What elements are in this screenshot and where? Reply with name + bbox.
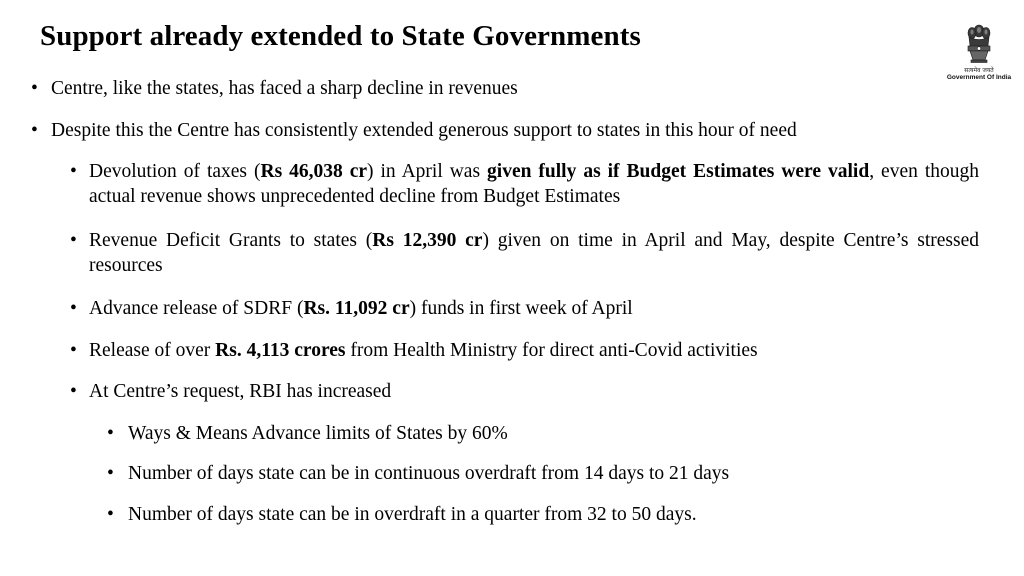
bullet-icon: • <box>70 161 77 182</box>
bullet-text: Number of days state can be in continuous overdraft from 14 days to 21 days <box>128 463 730 484</box>
government-emblem <box>946 22 1012 92</box>
bullet-icon: • <box>107 423 114 444</box>
bullet-text: Devolution of taxes (Rs 46,038 cr) in April was given fully as if Budget Estimates were valid, even though actual revenue shows unprecedented decline from Budget Estimates <box>89 161 979 207</box>
bullet-text: At Centre’s request, RBI has increased <box>89 381 392 402</box>
bullet-text: Ways & Means Advance limits of States by 60% <box>128 423 508 444</box>
state-emblem-of-india-icon <box>964 22 994 66</box>
bullet-text: Release of over Rs. 4,113 crores from Health Ministry for direct anti-Covid activities <box>89 340 758 361</box>
bullet-icon: • <box>31 78 38 99</box>
bullet-icon: • <box>107 463 114 484</box>
slide-title: Support already extended to State Governments <box>40 20 641 52</box>
bullet-text: Revenue Deficit Grants to states (Rs 12,390 cr) given on time in April and May, despite Centre’s stressed resources <box>89 230 979 276</box>
bullet-text: Centre, like the states, has faced a sharp decline in revenues <box>51 78 518 99</box>
bullet-icon: • <box>70 230 77 251</box>
bullet-text: Advance release of SDRF (Rs. 11,092 cr) funds in first week of April <box>89 298 633 319</box>
bullet-icon: • <box>70 340 77 361</box>
bullet-icon: • <box>70 298 77 319</box>
bullet-icon: • <box>107 504 114 525</box>
bullet-icon: • <box>31 120 38 141</box>
bullet-icon: • <box>70 381 77 402</box>
bullet-text: Despite this the Centre has consistently extended generous support to states in this hour of need <box>51 120 797 141</box>
emblem-caption: Government Of India <box>946 74 1012 81</box>
emblem-motto: सत्यमेव जयते <box>964 67 994 74</box>
bullet-text: Number of days state can be in overdraft in a quarter from 32 to 50 days. <box>128 504 697 525</box>
